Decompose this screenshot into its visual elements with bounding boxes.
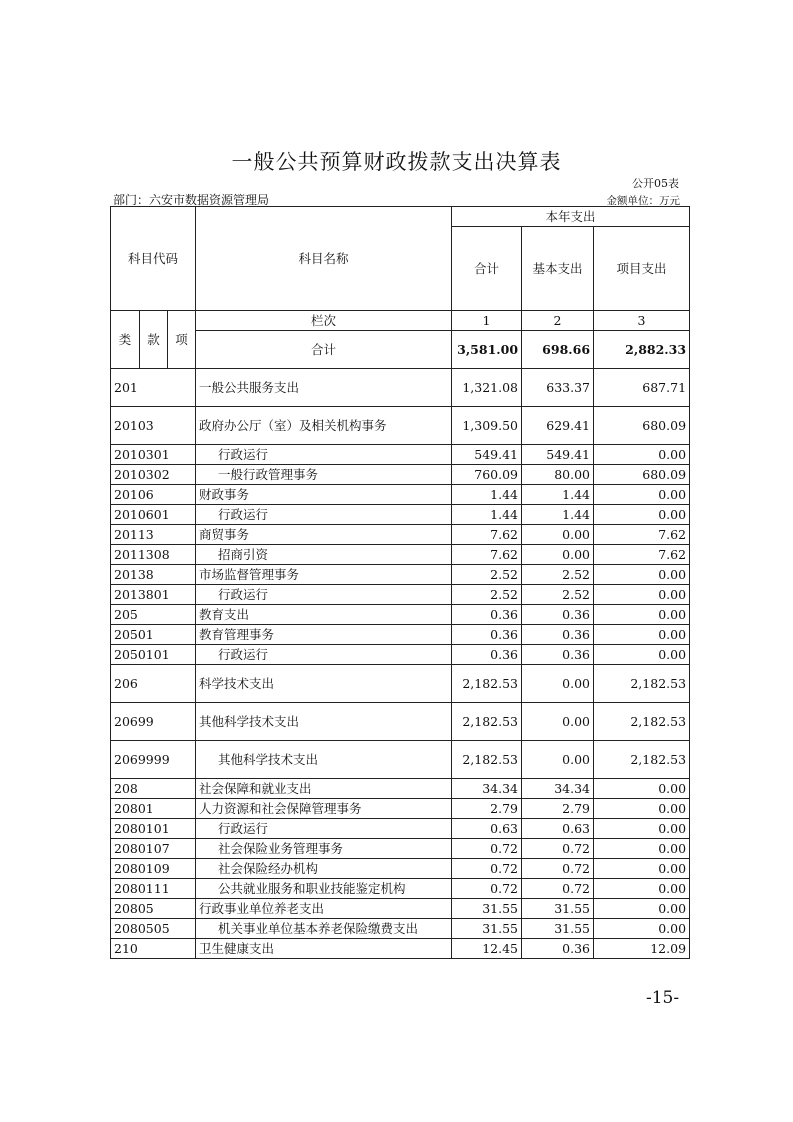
sum-project-value: 2,882.33	[594, 331, 690, 369]
project-value-cell: 0.00	[594, 625, 690, 645]
department-label: 部门：六安市数据资源管理局	[113, 193, 270, 207]
basic-value-cell: 0.00	[522, 703, 594, 741]
subject-name-cell: 行政运行	[196, 645, 452, 665]
table-row	[111, 741, 690, 779]
subject-code-cell: 2080109	[111, 859, 196, 879]
basic-column-header: 基本支出	[522, 227, 594, 311]
subject-code-cell: 20106	[111, 485, 196, 505]
kuan-header: 款	[140, 311, 168, 369]
basic-value-cell: 2.79	[522, 799, 594, 819]
subject-name-cell: 行政运行	[196, 505, 452, 525]
subject-name-cell: 商贸事务	[196, 525, 452, 545]
total-value-cell: 760.09	[452, 465, 522, 485]
total-value-cell: 2,182.53	[452, 741, 522, 779]
total-value-cell: 2.52	[452, 585, 522, 605]
table-row	[111, 605, 690, 625]
subject-code-cell: 20138	[111, 565, 196, 585]
project-value-cell: 0.00	[594, 919, 690, 939]
project-value-cell: 0.00	[594, 779, 690, 799]
project-value-cell: 687.71	[594, 369, 690, 407]
total-value-cell: 2.79	[452, 799, 522, 819]
subject-code-cell: 210	[111, 939, 196, 959]
table-row	[111, 525, 690, 545]
total-value-cell: 0.72	[452, 839, 522, 859]
subject-name-cell: 社会保险经办机构	[196, 859, 452, 879]
basic-value-cell: 1.44	[522, 505, 594, 525]
subject-name-cell: 行政事业单位养老支出	[196, 899, 452, 919]
project-column-header: 项目支出	[594, 227, 690, 311]
table-row	[111, 585, 690, 605]
subject-name-cell: 卫生健康支出	[196, 939, 452, 959]
sum-basic-value: 698.66	[522, 331, 594, 369]
subject-code-cell: 2080505	[111, 919, 196, 939]
project-value-cell: 0.00	[594, 859, 690, 879]
basic-value-cell: 0.00	[522, 741, 594, 779]
table-row	[111, 879, 690, 899]
subject-name-cell: 社会保障和就业支出	[196, 779, 452, 799]
subject-name-cell: 科学技术支出	[196, 665, 452, 703]
project-value-cell: 680.09	[594, 465, 690, 485]
subject-name-cell: 机关事业单位基本养老保险缴费支出	[196, 919, 452, 939]
total-value-cell: 7.62	[452, 525, 522, 545]
basic-value-cell: 80.00	[522, 465, 594, 485]
document-title: 一般公共预算财政拨款支出决算表	[231, 150, 562, 174]
total-value-cell: 1.44	[452, 485, 522, 505]
total-value-cell: 549.41	[452, 445, 522, 465]
subject-name-cell: 行政运行	[196, 445, 452, 465]
table-row	[111, 939, 690, 959]
total-value-cell: 31.55	[452, 919, 522, 939]
subject-name-cell: 行政运行	[196, 585, 452, 605]
table-row	[111, 919, 690, 939]
subject-name-cell: 教育支出	[196, 605, 452, 625]
column-index-2: 2	[522, 311, 594, 331]
basic-value-cell: 0.36	[522, 645, 594, 665]
sum-total-value: 3,581.00	[452, 331, 522, 369]
basic-value-cell: 0.00	[522, 525, 594, 545]
project-value-cell: 0.00	[594, 645, 690, 665]
basic-value-cell: 0.36	[522, 605, 594, 625]
table-row	[111, 565, 690, 585]
basic-value-cell: 633.37	[522, 369, 594, 407]
basic-value-cell: 629.41	[522, 407, 594, 445]
total-column-header: 合计	[452, 227, 522, 311]
table-row	[111, 369, 690, 407]
total-value-cell: 1,309.50	[452, 407, 522, 445]
subject-name-cell: 教育管理事务	[196, 625, 452, 645]
subject-code-cell: 2010302	[111, 465, 196, 485]
project-value-cell: 2,182.53	[594, 741, 690, 779]
subject-code-cell: 2080111	[111, 879, 196, 899]
project-value-cell: 0.00	[594, 819, 690, 839]
table-row	[111, 625, 690, 645]
subject-code-cell: 20103	[111, 407, 196, 445]
table-row	[111, 703, 690, 741]
project-value-cell: 2,182.53	[594, 665, 690, 703]
xiang-header: 项	[168, 311, 196, 369]
subject-code-cell: 2080101	[111, 819, 196, 839]
table-row	[111, 465, 690, 485]
subject-code-cell: 2011308	[111, 545, 196, 565]
subject-name-cell: 人力资源和社会保障管理事务	[196, 799, 452, 819]
project-value-cell: 12.09	[594, 939, 690, 959]
basic-value-cell: 0.00	[522, 665, 594, 703]
subject-name-cell: 政府办公厅（室）及相关机构事务	[196, 407, 452, 445]
project-value-cell: 7.62	[594, 545, 690, 565]
subject-code-cell: 20501	[111, 625, 196, 645]
subject-code-cell: 2080107	[111, 839, 196, 859]
subject-name-cell: 一般行政管理事务	[196, 465, 452, 485]
subject-name-cell: 财政事务	[196, 485, 452, 505]
total-value-cell: 0.72	[452, 879, 522, 899]
table-row	[111, 799, 690, 819]
subject-code-cell: 2013801	[111, 585, 196, 605]
table-row	[111, 485, 690, 505]
subject-code-header: 科目代码	[111, 207, 196, 311]
total-value-cell: 7.62	[452, 545, 522, 565]
total-value-cell: 0.36	[452, 645, 522, 665]
total-value-cell: 1.44	[452, 505, 522, 525]
basic-value-cell: 549.41	[522, 445, 594, 465]
table-row	[111, 407, 690, 445]
table-row	[111, 839, 690, 859]
page-number: -15-	[646, 988, 680, 1008]
column-index-label: 栏次	[196, 311, 452, 331]
project-value-cell: 0.00	[594, 585, 690, 605]
subject-name-cell: 公共就业服务和职业技能鉴定机构	[196, 879, 452, 899]
subject-name-cell: 社会保险业务管理事务	[196, 839, 452, 859]
project-value-cell: 680.09	[594, 407, 690, 445]
table-row	[111, 819, 690, 839]
table-row	[111, 645, 690, 665]
subject-code-cell: 201	[111, 369, 196, 407]
subject-name-cell: 其他科学技术支出	[196, 703, 452, 741]
project-value-cell: 0.00	[594, 445, 690, 465]
project-value-cell: 0.00	[594, 899, 690, 919]
table-row	[111, 545, 690, 565]
total-value-cell: 2.52	[452, 565, 522, 585]
subject-name-header: 科目名称	[196, 207, 452, 311]
basic-value-cell: 0.36	[522, 939, 594, 959]
basic-value-cell: 0.72	[522, 839, 594, 859]
table-row	[111, 899, 690, 919]
project-value-cell: 0.00	[594, 565, 690, 585]
total-value-cell: 31.55	[452, 899, 522, 919]
column-index-1: 1	[452, 311, 522, 331]
basic-value-cell: 0.36	[522, 625, 594, 645]
subject-name-cell: 招商引资	[196, 545, 452, 565]
table-row	[111, 859, 690, 879]
subject-code-cell: 205	[111, 605, 196, 625]
total-value-cell: 0.36	[452, 625, 522, 645]
subject-code-cell: 20801	[111, 799, 196, 819]
total-value-cell: 2,182.53	[452, 665, 522, 703]
basic-value-cell: 2.52	[522, 585, 594, 605]
subject-code-cell: 208	[111, 779, 196, 799]
project-value-cell: 0.00	[594, 879, 690, 899]
table-row	[111, 665, 690, 703]
subject-name-cell: 其他科学技术支出	[196, 741, 452, 779]
project-value-cell: 0.00	[594, 799, 690, 819]
lei-header: 类	[111, 311, 140, 369]
subject-code-cell: 2069999	[111, 741, 196, 779]
total-value-cell: 0.63	[452, 819, 522, 839]
sum-row-label: 合计	[196, 331, 452, 369]
basic-value-cell: 0.72	[522, 879, 594, 899]
table-row	[111, 505, 690, 525]
table-row	[111, 445, 690, 465]
column-index-3: 3	[594, 311, 690, 331]
basic-value-cell: 31.55	[522, 919, 594, 939]
subject-code-cell: 2010601	[111, 505, 196, 525]
project-value-cell: 7.62	[594, 525, 690, 545]
basic-value-cell: 0.63	[522, 819, 594, 839]
total-value-cell: 1,321.08	[452, 369, 522, 407]
table-row	[111, 779, 690, 799]
total-value-cell: 0.72	[452, 859, 522, 879]
subject-code-cell: 2050101	[111, 645, 196, 665]
basic-value-cell: 0.72	[522, 859, 594, 879]
basic-value-cell: 2.52	[522, 565, 594, 585]
project-value-cell: 2,182.53	[594, 703, 690, 741]
basic-value-cell: 31.55	[522, 899, 594, 919]
project-value-cell: 0.00	[594, 505, 690, 525]
subject-name-cell: 市场监督管理事务	[196, 565, 452, 585]
expenditure-table	[110, 206, 690, 959]
project-value-cell: 0.00	[594, 839, 690, 859]
basic-value-cell: 1.44	[522, 485, 594, 505]
total-value-cell: 12.45	[452, 939, 522, 959]
total-value-cell: 0.36	[452, 605, 522, 625]
project-value-cell: 0.00	[594, 605, 690, 625]
basic-value-cell: 0.00	[522, 545, 594, 565]
total-value-cell: 34.34	[452, 779, 522, 799]
subject-code-cell: 2010301	[111, 445, 196, 465]
subject-code-cell: 20699	[111, 703, 196, 741]
form-number: 公开05表	[632, 177, 679, 190]
basic-value-cell: 34.34	[522, 779, 594, 799]
subject-name-cell: 一般公共服务支出	[196, 369, 452, 407]
subject-code-cell: 206	[111, 665, 196, 703]
total-value-cell: 2,182.53	[452, 703, 522, 741]
subject-name-cell: 行政运行	[196, 819, 452, 839]
subject-code-cell: 20805	[111, 899, 196, 919]
subject-code-cell: 20113	[111, 525, 196, 545]
project-value-cell: 0.00	[594, 485, 690, 505]
amount-unit-label: 金额单位：万元	[606, 195, 680, 207]
current-year-header: 本年支出	[452, 207, 690, 227]
